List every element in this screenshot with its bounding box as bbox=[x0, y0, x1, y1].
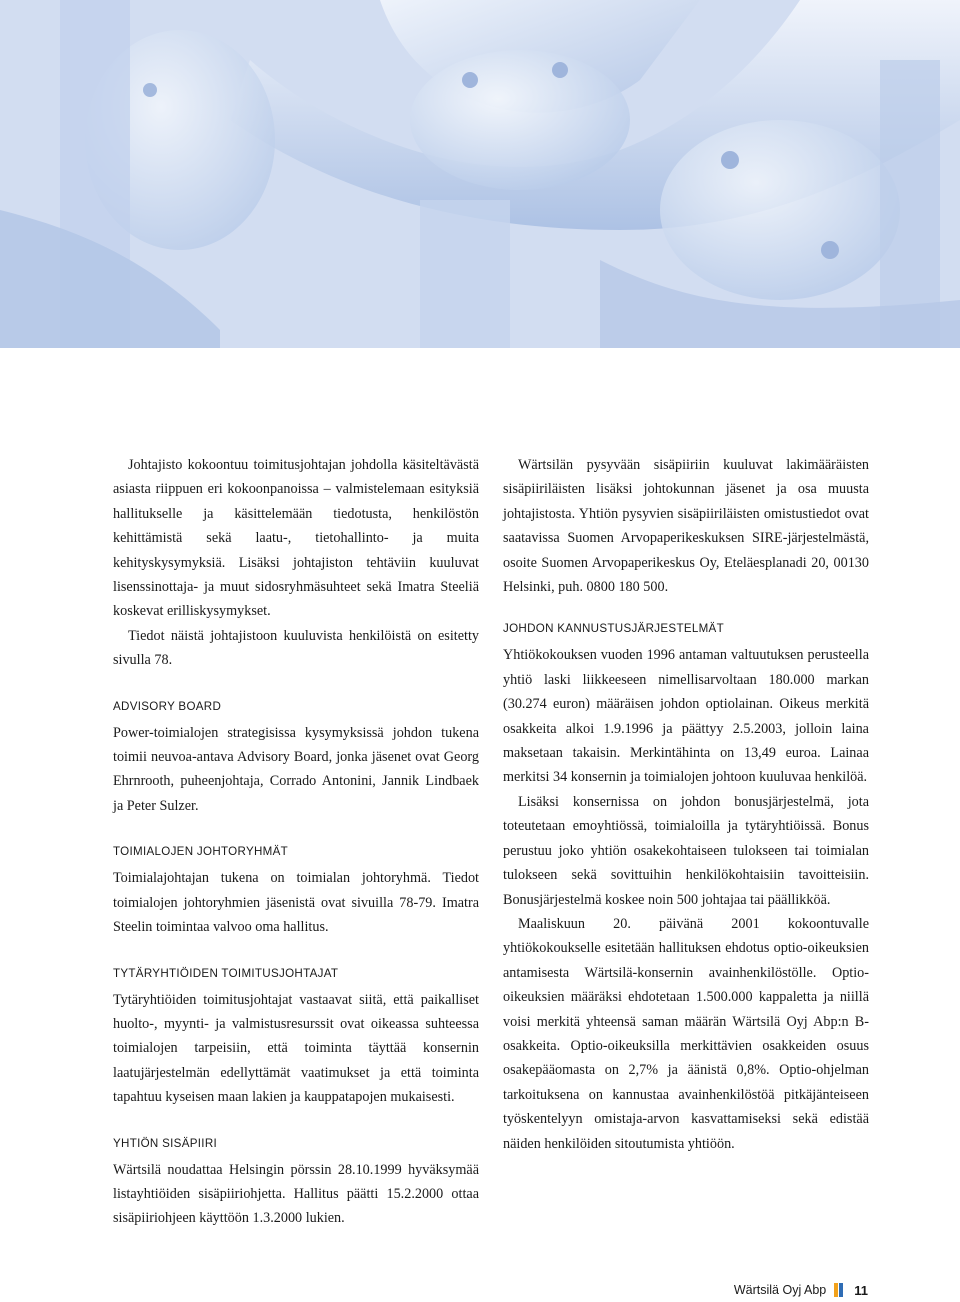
kannustus-paragraph-1: Yhtiökokouksen vuoden 1996 antaman valtuutuksen perusteella yhtiö laski liikkeeseen nimellisarvoltaan 180.000 markan (30.274 euron) määräisen johdon optiolainan. Oikeus merkitä osakkeita alkoi 1.9.1996 ja päättyy 2.5.2003, jolloin laina maksetaan takaisin. Merkintähinta on 13,49 euroa. Lainaa merkitsi 34 konsernin ja toimialojen johtoon kuuluvaa henkilöä. bbox=[503, 647, 869, 786]
section-heading-advisory-board: ADVISORY BOARD bbox=[113, 699, 222, 713]
page-number: 11 bbox=[854, 1282, 868, 1298]
page-footer bbox=[734, 1282, 868, 1298]
sisapiiri-continued-paragraph: Wärtsilän pysyvään sisäpiiriin kuuluvat lakimääräisten sisäpiiriläisten lisäksi johtokunnan jäsenet ja osa muusta johtajistosta. Yhtiön pysyvien sisäpiiriläisten omistustiedot ovat saatavissa Suomen Arvopaperikeskuksen SIRE-järjestelmästä, osoite Suomen Arvopaperikeskus Oy, Eteläesplanadi 20, 00130 Helsinki, puh. 0800 180 500. bbox=[503, 457, 869, 596]
section-heading-yhtion-sisapiiri: YHTIÖN SISÄPIIRI bbox=[113, 1136, 218, 1150]
logo-bar-blue bbox=[839, 1283, 843, 1297]
advisory-board-text: Power-toimialojen strategisissa kysymyksissä johdon tukena toimii neuvoa-antava Advisory Board, jonka jäsenet ovat Georg Ehrnrooth, puheenjohtaja, Corrado Antonini, Jannik Lindbaek ja Peter Sulzer. bbox=[113, 724, 479, 814]
hero-machinery-illustration bbox=[0, 0, 960, 348]
footer-company-name: Wärtsilä Oyj Abp bbox=[733, 1283, 827, 1297]
logo-bar-orange bbox=[834, 1283, 838, 1297]
left-column bbox=[113, 453, 479, 1231]
section-heading-tytaryhtioiden-toimitusjohtajat: TYTÄRYHTIÖIDEN TOIMITUSJOHTAJAT bbox=[113, 966, 339, 980]
section-heading-toimialojen-johtoryhmat: TOIMIALOJEN JOHTORYHMÄT bbox=[113, 845, 289, 859]
section-heading-johdon-kannustusjarjestelmat: JOHDON KANNUSTUSJÄRJESTELMÄT bbox=[503, 622, 724, 636]
intro-paragraph: Johtajisto kokoontuu toimitusjohtajan johdolla käsiteltävästä asiasta riippuen eri kokoonpanoissa – valmistelemaan esityksiä hallitukselle ja käsittelemään tiedotusta, henkilöstön kehittämistä sekä laatu-, tietohallinto- ja muita kehityskysymyksiä. Lisäksi johtajiston tehtäviin kuuluvat lisenssinottaja- ja muut sidosryhmäsuhteet sekä Imatra Steeliä koskevat erilliskysymykset. bbox=[113, 457, 479, 620]
kannustus-paragraph-2: Lisäksi konsernissa on johdon bonusjärjestelmä, jota toteutetaan emoyhtiössä, toimialoilla ja tytäryhtiöissä. Bonus perustuu joko yhtiön osakekohtaiseen tulokseen tai toimialan tulokseen sekä sovittuihin henkilökohtaisiin tavoitteisiin. Bonusjärjestelmä koskee noin 500 johtajaa tai päällikköä. bbox=[503, 793, 869, 908]
intro-paragraph-2: Tiedot näistä johtajistoon kuuluvista henkilöistä on esitetty sivulla 78. bbox=[113, 627, 479, 669]
wartsila-logo-icon bbox=[834, 1283, 844, 1297]
hero-photo bbox=[0, 0, 960, 348]
right-column bbox=[503, 453, 869, 1156]
toimialojen-johtoryhmat-text: Toimialajohtajan tukena on toimialan johtoryhmä. Tiedot toimialojen johtoryhmien jäsenistä ovat sivuilla 78-79. Imatra Steelin toimintaa valvoo oma hallitus. bbox=[113, 870, 479, 936]
kannustus-paragraph-3: Maaliskuun 20. päivänä 2001 kokoontuvalle yhtiökokoukselle esitetään hallituksen ehdotus optio-oikeuksien antamisesta Wärtsilä-konsernin avainhenkilöstölle. Optio-oikeuksien määräksi ehdotetaan 1.500.000 kappaletta ja niillä voisi merkitä yhteensä saman määrän Wärtsilä Oyj Abp:n B-osakkeita. Optio-oikeuksilla merkittävien osakkeiden osuus osakepääomasta on 2,7% ja äänistä 0,8%. Optio-ohjelman tarkoituksena on kannustaa avainhenkilöstöä pitkäjänteiseen työskentelyyn omistaja-arvon kasvattamiseksi sekä edistää näiden henkilöiden sitoutumista yhtiöön. bbox=[503, 915, 869, 1152]
tytaryhtioiden-toimitusjohtajat-text: Tytäryhtiöiden toimitusjohtajat vastaavat siitä, että paikalliset huolto-, myynti- ja valmistusresurssit ovat oikeassa suhteessa toimialojen tarpeisiin, että toiminta täyttää konsernin laatujärjestelmän edellyttämät vaatimukset ja että toiminta tapahtuu kyseisen maan lakien ja kauppatapojen mukaisesti. bbox=[113, 991, 479, 1106]
yhtion-sisapiiri-text: Wärtsilä noudattaa Helsingin pörssin 28.10.1999 hyväksymää listayhtiöiden sisäpiiriohjetta. Hallitus päätti 15.2.2000 ottaa sisäpiiriohjeen käyttöön 1.3.2000 lukien. bbox=[113, 1161, 479, 1227]
